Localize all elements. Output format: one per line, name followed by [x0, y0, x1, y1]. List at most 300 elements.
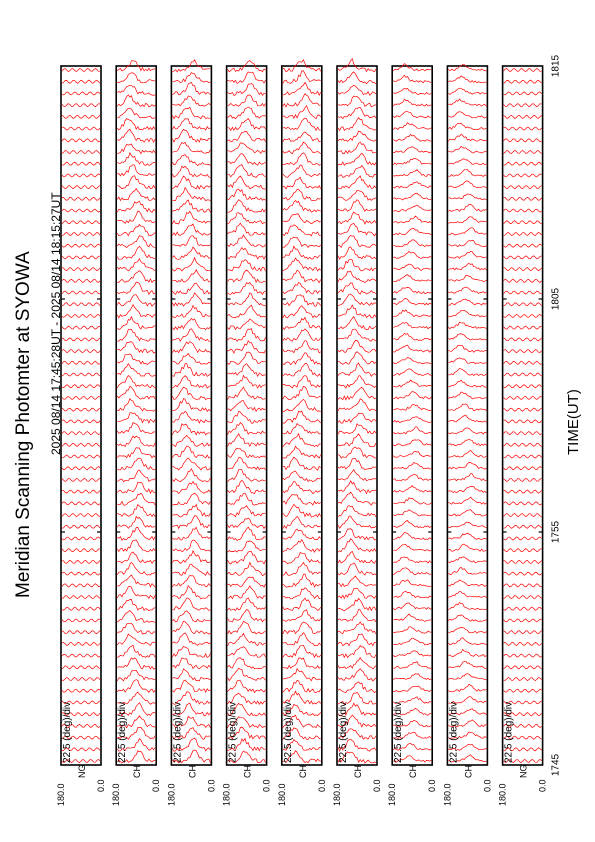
- trace: [283, 481, 321, 493]
- trace: [228, 270, 266, 282]
- trace: [283, 540, 321, 553]
- trace: [504, 139, 542, 142]
- trace: [172, 551, 210, 564]
- trace: [393, 486, 431, 493]
- trace: [117, 295, 155, 306]
- trace: [338, 470, 376, 481]
- trace: [283, 341, 321, 353]
- trace: [228, 305, 266, 318]
- trace: [228, 143, 266, 153]
- panel-8-frame: [447, 66, 487, 765]
- trace: [504, 92, 542, 95]
- trace: [62, 350, 100, 353]
- trace: [228, 458, 266, 471]
- trace: [172, 166, 210, 177]
- trace: [504, 338, 542, 341]
- trace: [504, 572, 542, 575]
- channel-label: CH: [132, 765, 143, 778]
- trace: [393, 170, 431, 177]
- trace: [228, 518, 266, 528]
- trace: [228, 364, 266, 377]
- trace: [393, 614, 431, 622]
- trace: [504, 549, 542, 552]
- trace: [338, 481, 376, 494]
- trace: [228, 248, 266, 259]
- trace: [338, 563, 376, 575]
- panel-3-frame: [171, 66, 211, 765]
- trace: [117, 493, 155, 505]
- trace: [338, 294, 376, 306]
- trace: [448, 638, 486, 645]
- trace: [172, 306, 210, 318]
- trace: [228, 434, 266, 447]
- trace: [62, 572, 100, 575]
- trace: [172, 318, 210, 329]
- trace: [172, 258, 210, 271]
- trace: [172, 247, 210, 259]
- trace: [393, 686, 431, 692]
- trace: [393, 333, 431, 340]
- trace: [504, 631, 542, 634]
- trace: [117, 85, 155, 95]
- trace: [117, 282, 155, 294]
- trace: [62, 596, 100, 599]
- panel-1-traces: [62, 68, 100, 762]
- trace: [172, 212, 210, 225]
- trace: [448, 146, 486, 153]
- trace: [228, 551, 266, 564]
- trace: [172, 493, 210, 505]
- trace: [448, 684, 486, 692]
- trace: [504, 514, 542, 517]
- trace: [62, 549, 100, 552]
- trace: [504, 256, 542, 259]
- trace: [228, 95, 266, 106]
- y-top-label: 180.0: [276, 783, 287, 806]
- trace: [393, 638, 431, 645]
- trace: [448, 240, 486, 246]
- trace: [338, 516, 376, 528]
- trace: [228, 213, 266, 224]
- panel-3-traces: [172, 60, 210, 763]
- trace: [393, 228, 431, 234]
- trace: [283, 94, 321, 107]
- trace: [172, 540, 210, 552]
- channel-label: CH: [297, 765, 308, 778]
- trace: [504, 361, 542, 364]
- trace: [448, 287, 486, 293]
- trace: [448, 334, 486, 340]
- panel-7-traces: [393, 64, 431, 762]
- trace: [338, 131, 376, 141]
- trace: [393, 75, 431, 82]
- trace: [283, 132, 321, 142]
- trace: [338, 588, 376, 598]
- trace: [448, 358, 486, 364]
- trace: [228, 680, 266, 692]
- trace: [448, 522, 486, 528]
- trace: [62, 560, 100, 563]
- y-top-label: 180.0: [497, 783, 508, 806]
- trace: [62, 408, 100, 411]
- trace: [448, 439, 486, 445]
- trace: [393, 545, 431, 552]
- trace: [283, 633, 321, 646]
- trace: [504, 502, 542, 505]
- trace: [504, 478, 542, 481]
- trace: [172, 236, 210, 247]
- trace: [172, 364, 210, 377]
- trace: [117, 354, 155, 365]
- time-tick-label: 1755: [550, 520, 562, 544]
- y-top-label: 180.0: [332, 783, 342, 806]
- trace: [338, 118, 376, 131]
- trace: [504, 642, 542, 645]
- trace: [448, 497, 486, 504]
- trace: [228, 541, 266, 552]
- trace: [172, 598, 210, 610]
- trace: [172, 399, 210, 412]
- trace: [504, 373, 542, 376]
- y-top-label: 180.0: [387, 783, 398, 806]
- trace: [338, 669, 376, 681]
- trace: [172, 142, 210, 153]
- trace: [117, 680, 155, 693]
- trace: [504, 560, 542, 563]
- trace: [62, 221, 100, 224]
- trace: [393, 369, 431, 376]
- trace: [338, 529, 376, 540]
- trace: [117, 376, 155, 389]
- channel-label: CH: [463, 765, 474, 778]
- trace: [62, 537, 100, 540]
- trace: [228, 470, 266, 482]
- trace: [117, 562, 155, 575]
- trace: [228, 352, 266, 364]
- panel-6-traces: [338, 59, 376, 763]
- trace: [504, 127, 542, 130]
- trace: [393, 159, 431, 165]
- trace: [172, 83, 210, 95]
- trace: [283, 83, 321, 96]
- trace: [228, 131, 266, 142]
- trace: [338, 340, 376, 352]
- trace: [228, 319, 266, 330]
- trace: [172, 446, 210, 458]
- trace: [283, 411, 321, 423]
- trace: [393, 299, 431, 306]
- trace: [504, 268, 542, 271]
- trace: [283, 680, 321, 692]
- trace: [448, 170, 486, 177]
- trace: [228, 423, 266, 435]
- channel-label: NG: [77, 764, 87, 778]
- trace: [393, 264, 431, 270]
- trace: [338, 271, 376, 282]
- trace: [338, 235, 376, 247]
- trace: [393, 474, 431, 481]
- trace: [338, 363, 376, 376]
- trace: [172, 376, 210, 389]
- trace: [448, 474, 486, 481]
- trace: [228, 610, 266, 622]
- trace: [283, 353, 321, 365]
- trace: [393, 345, 431, 352]
- trace: [62, 68, 100, 71]
- channel-label: CH: [242, 765, 253, 778]
- trace: [62, 385, 100, 388]
- trace: [393, 64, 431, 71]
- panel-scale-label: 22.5 (deg)/div: [338, 701, 349, 763]
- trace: [393, 651, 431, 657]
- trace: [117, 329, 155, 341]
- trace: [393, 147, 431, 153]
- trace: [228, 480, 266, 493]
- trace: [283, 118, 321, 130]
- trace: [228, 189, 266, 200]
- trace: [338, 190, 376, 200]
- trace: [338, 96, 376, 107]
- trace: [504, 666, 542, 669]
- trace: [393, 182, 431, 188]
- panel-9-traces: [504, 68, 542, 762]
- trace: [62, 607, 100, 610]
- trace: [338, 305, 376, 318]
- trace: [338, 458, 376, 469]
- trace: [62, 244, 100, 247]
- trace: [62, 197, 100, 200]
- trace: [504, 408, 542, 411]
- trace: [62, 514, 100, 517]
- trace: [448, 99, 486, 106]
- trace: [283, 201, 321, 213]
- panel-labels: [56, 702, 548, 806]
- trace: [338, 609, 376, 622]
- trace: [172, 107, 210, 119]
- trace: [172, 621, 210, 634]
- trace: [393, 310, 431, 317]
- trace: [393, 251, 431, 258]
- trace: [117, 342, 155, 354]
- y-bottom-label: 0.0: [372, 779, 382, 792]
- trace: [172, 129, 210, 142]
- trace: [117, 399, 155, 412]
- trace: [228, 527, 266, 540]
- trace: [504, 432, 542, 435]
- trace: [117, 623, 155, 634]
- trace: [504, 654, 542, 657]
- trace: [283, 516, 321, 528]
- trace: [283, 504, 321, 517]
- trace: [172, 680, 210, 692]
- trace: [283, 645, 321, 657]
- y-bottom-label: 0.0: [151, 779, 162, 792]
- trace: [62, 525, 100, 528]
- trace: [393, 662, 431, 669]
- trace: [62, 80, 100, 83]
- trace: [504, 677, 542, 680]
- trace: [504, 150, 542, 153]
- trace: [172, 646, 210, 657]
- trace: [338, 622, 376, 634]
- trace: [228, 411, 266, 423]
- trace: [172, 576, 210, 587]
- y-top-label: 180.0: [166, 783, 177, 806]
- trace: [117, 527, 155, 540]
- trace: [117, 517, 155, 529]
- trace: [228, 293, 266, 306]
- trace: [62, 314, 100, 317]
- trace: [448, 204, 486, 211]
- trace: [62, 303, 100, 306]
- trace: [283, 165, 321, 177]
- trace: [172, 469, 210, 482]
- trace: [172, 329, 210, 342]
- trace: [283, 574, 321, 587]
- trace: [228, 154, 266, 166]
- trace: [62, 396, 100, 399]
- trace: [62, 455, 100, 458]
- trace: [62, 654, 100, 657]
- trace: [448, 88, 486, 94]
- trace: [393, 288, 431, 294]
- trace: [228, 376, 266, 389]
- trace: [283, 424, 321, 435]
- trace: [504, 314, 542, 317]
- trace: [504, 350, 542, 353]
- trace: [172, 354, 210, 365]
- trace: [283, 189, 321, 201]
- trace: [117, 189, 155, 201]
- trace: [448, 252, 486, 259]
- trace: [228, 283, 266, 295]
- trace: [283, 399, 321, 411]
- trace: [504, 291, 542, 294]
- trace: [172, 176, 210, 189]
- trace: [117, 271, 155, 283]
- trace: [448, 275, 486, 281]
- trace: [228, 107, 266, 119]
- trace: [283, 434, 321, 447]
- trace: [172, 669, 210, 681]
- trace: [393, 417, 431, 423]
- panel-9-frame: [503, 66, 543, 765]
- trace: [172, 658, 210, 669]
- panel-frames: [61, 66, 543, 765]
- trace: [62, 584, 100, 587]
- trace: [448, 380, 486, 387]
- trace: [228, 658, 266, 669]
- y-bottom-label: 0.0: [537, 779, 548, 792]
- trace: [448, 228, 486, 235]
- y-top-label: 180.0: [221, 783, 232, 806]
- trace: [448, 674, 486, 680]
- trace: [228, 586, 266, 599]
- trace: [393, 521, 431, 528]
- trace: [338, 551, 376, 563]
- trace: [393, 440, 431, 446]
- trace: [62, 502, 100, 505]
- trace: [338, 424, 376, 435]
- trace: [338, 166, 376, 178]
- trace: [393, 123, 431, 130]
- trace: [228, 260, 266, 271]
- trace: [62, 115, 100, 118]
- panel-8-traces: [448, 64, 486, 762]
- trace: [448, 194, 486, 200]
- trace: [448, 450, 486, 457]
- y-bottom-label: 0.0: [206, 779, 217, 792]
- trace: [117, 95, 155, 107]
- trace: [504, 244, 542, 247]
- trace: [117, 317, 155, 330]
- trace: [504, 68, 542, 71]
- trace: [62, 420, 100, 423]
- panel-5-frame: [282, 66, 322, 765]
- trace: [338, 259, 376, 271]
- trace: [283, 237, 321, 247]
- trace: [283, 153, 321, 165]
- trace: [338, 447, 376, 458]
- trace: [172, 482, 210, 494]
- trace: [338, 212, 376, 224]
- trace: [338, 658, 376, 669]
- trace: [393, 674, 431, 680]
- trace: [393, 380, 431, 387]
- trace: [117, 201, 155, 212]
- trace: [338, 223, 376, 236]
- trace: [338, 434, 376, 447]
- trace: [338, 506, 376, 517]
- trace: [117, 246, 155, 259]
- trace: [283, 658, 321, 669]
- trace: [117, 552, 155, 563]
- trace: [448, 557, 486, 563]
- trace: [228, 387, 266, 399]
- trace: [338, 399, 376, 411]
- chart-subtitle: 2025 08/14 17:45:28UT - 2025 08/14 18:15:27UT: [49, 192, 63, 455]
- trace: [504, 385, 542, 388]
- trace: [504, 80, 542, 83]
- trace: [228, 668, 266, 680]
- trace: [117, 448, 155, 458]
- y-bottom-label: 0.0: [261, 779, 272, 792]
- trace: [62, 174, 100, 177]
- trace: [338, 85, 376, 95]
- trace: [228, 563, 266, 576]
- trace: [338, 413, 376, 423]
- trace: [283, 270, 321, 283]
- trace: [448, 415, 486, 422]
- channel-label: CH: [408, 765, 419, 778]
- trace: [172, 516, 210, 529]
- trace: [338, 492, 376, 505]
- trace: [448, 533, 486, 539]
- trace: [448, 428, 486, 434]
- time-tick-label: 1815: [550, 54, 562, 78]
- trace: [338, 153, 376, 165]
- trace: [448, 134, 486, 141]
- trace: [62, 490, 100, 493]
- trace: [283, 494, 321, 505]
- trace: [117, 413, 155, 423]
- trace: [228, 235, 266, 247]
- trace: [117, 634, 155, 646]
- trace: [504, 279, 542, 282]
- trace: [393, 275, 431, 282]
- trace: [338, 329, 376, 341]
- trace: [393, 358, 431, 364]
